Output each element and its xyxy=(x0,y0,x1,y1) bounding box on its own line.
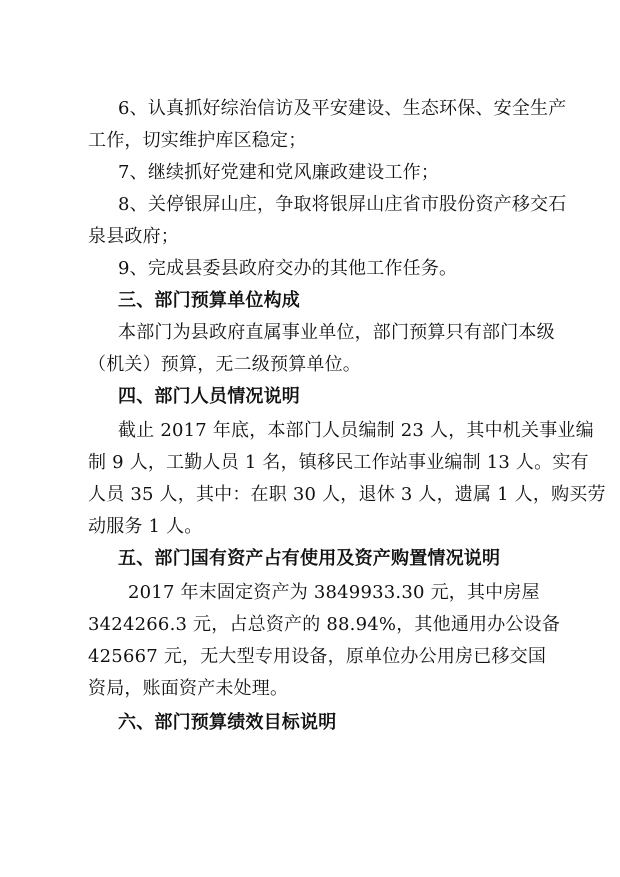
section-3-line-2: （机关）预算，无二级预算单位。 xyxy=(88,354,361,375)
item-6-line-2: 工作，切实维护库区稳定； xyxy=(88,130,307,151)
item-7-line: 7、继续抓好党建和党风廉政建设工作； xyxy=(118,162,440,183)
section-4-line-3: 人员 35 人，其中：在职 30 人，退休 3 人，遗属 1 人，购买劳 xyxy=(88,484,606,505)
item-9-line: 9、完成县委县政府交办的其他工作任务。 xyxy=(118,258,458,279)
section-4-line-4: 动服务 1 人。 xyxy=(88,516,203,537)
section-5-heading: 五、部门国有资产占有使用及资产购置情况说明 xyxy=(118,548,501,569)
section-3-line-1: 本部门为县政府直属事业单位，部门预算只有部门本级 xyxy=(118,322,555,343)
section-3-heading: 三、部门预算单位构成 xyxy=(118,290,300,311)
section-5-line-4: 资局，账面资产未处理。 xyxy=(88,678,289,699)
item-6-line-1: 6、认真抓好综治信访及平安建设、生态环保、安全生产 xyxy=(118,98,567,119)
section-5-line-1: 2017 年末固定资产为 3849933.30 元，其中房屋 xyxy=(128,582,540,603)
section-6-heading: 六、部门预算绩效目标说明 xyxy=(118,712,337,733)
section-4-line-2: 制 9 人，工勤人员 1 名，镇移民工作站事业编制 13 人。实有 xyxy=(88,452,589,473)
section-5-line-2: 3424266.3 元，占总资产的 88.94%，其他通用办公设备 xyxy=(88,614,561,635)
section-4-heading: 四、部门人员情况说明 xyxy=(118,386,300,407)
item-8-line-1: 8、关停银屏山庄，争取将银屏山庄省市股份资产移交石 xyxy=(118,194,567,215)
item-8-line-2: 泉县政府； xyxy=(88,226,179,247)
section-5-line-3: 425667 元，无大型专用设备，原单位办公用房已移交国 xyxy=(88,646,547,667)
section-4-line-1: 截止 2017 年底，本部门人员编制 23 人，其中机关事业编 xyxy=(118,420,594,441)
